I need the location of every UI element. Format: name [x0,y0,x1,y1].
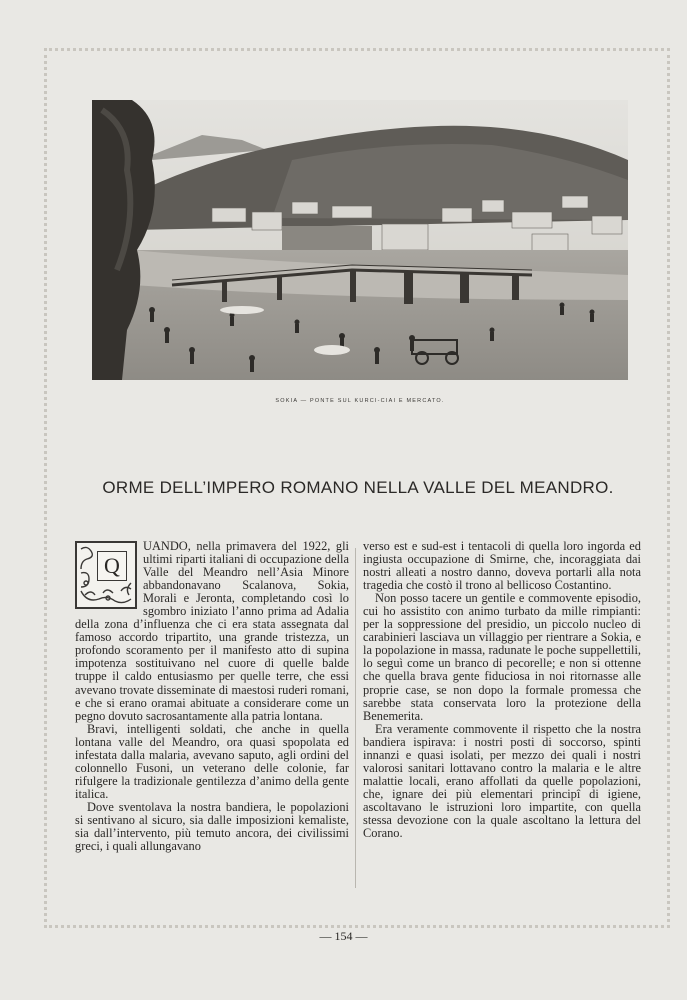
paragraph: UANDO, nella primavera del 1922, gli ultimi riparti italiani di occupazione della Valle del Meandro nell’Asia Minore abbandonavano Scalanova, Sokia, Morali e Jeronta, completando così lo sgombro iniziato l’anno prima ad Adalia della zona d’influenza che ci era stata assegnata dal famoso accordo tripartito, una grande tristezza, un profondo scoramento per il manifesto atto di supina impotenza sostituivano nel cuore di quelle balde truppe il caldo entusiasmo per quelle terre, che essi avevano trovate disseminate di maestosi ruderi romani, e che si erano oramai abituate a considerare come un pegno dovuto sacrosantamente alla patria lontana. [75,539,349,723]
article-title: ORME DELL’IMPERO ROMANO NELLA VALLE DEL MEANDRO. [102,478,614,497]
left-text-column [75,540,349,853]
landscape-photo-icon [92,100,628,380]
column-divider [355,548,356,888]
page-number: — 154 — [319,929,368,943]
right-text-column [363,540,641,840]
paragraph: verso est e sud-est i tentacoli di quella loro ingorda ed ingiusta occupazione di Smirne, che, incoraggiata dai nostri alleati a nostro danno, doveva portarli alla nota tragedia che costò il trono al bellicoso Costantino. [363,539,641,593]
photo-caption: SOKIA — PONTE SUL KURCI-CIAI E MERCATO. [275,398,445,404]
paragraph: Bravi, intelligenti soldati, che anche in quella lontana valle del Meandro, ora quasi spopolata ed infestata dalla malaria, avevano saputo, agli ordini del colonnello Fusoni, un veterano delle colonie, far rifulgere la tradizionale gentilezza d’animo della gente italica. [75,721,349,801]
drop-cap-ornament [75,541,137,609]
drop-cap-letter: Q [97,551,127,581]
paragraph: Era veramente commovente il rispetto che la nostra bandiera ispirava: i nostri posti di soccorso, spinti innanzi e quasi isolati, per mezzo dei quali i nostri valorosi sanitari lottavano contro la malaria e le altre malattie locali, erano affollati da quelle popolazioni, che, ignare dei più elementari principî di igiene, ascoltavano le istruzioni loro impartite, con quella stessa devozione con la quale ascoltano la lettura del Corano. [363,721,641,841]
paragraph: Dove sventolava la nostra bandiera, le popolazioni si sentivano al sicuro, sia dalle imposizioni kemaliste, sia dall’intervento, più temuto ancora, dei civilissimi greci, i quali allungavano [75,799,349,854]
paragraph: Non posso tacere un gentile e commovente episodio, cui ho assistito con animo turbato da mille rimpianti: per la soppressione del presidio, un piccolo nucleo di carabinieri lasciava un villaggio per rientrare a Sokia, e la popolazione in massa, radunate le poche suppellettili, lo seguì come un branco di pecorelle; e non si ottenne che quella brava gente fiduciosa in noi ritornasse alle proprie case, se non dopo la formale promessa che sarebbe stata conservata loro la protezione della Benemerita. [363,591,641,723]
town-bridge-market-photo [92,100,628,380]
